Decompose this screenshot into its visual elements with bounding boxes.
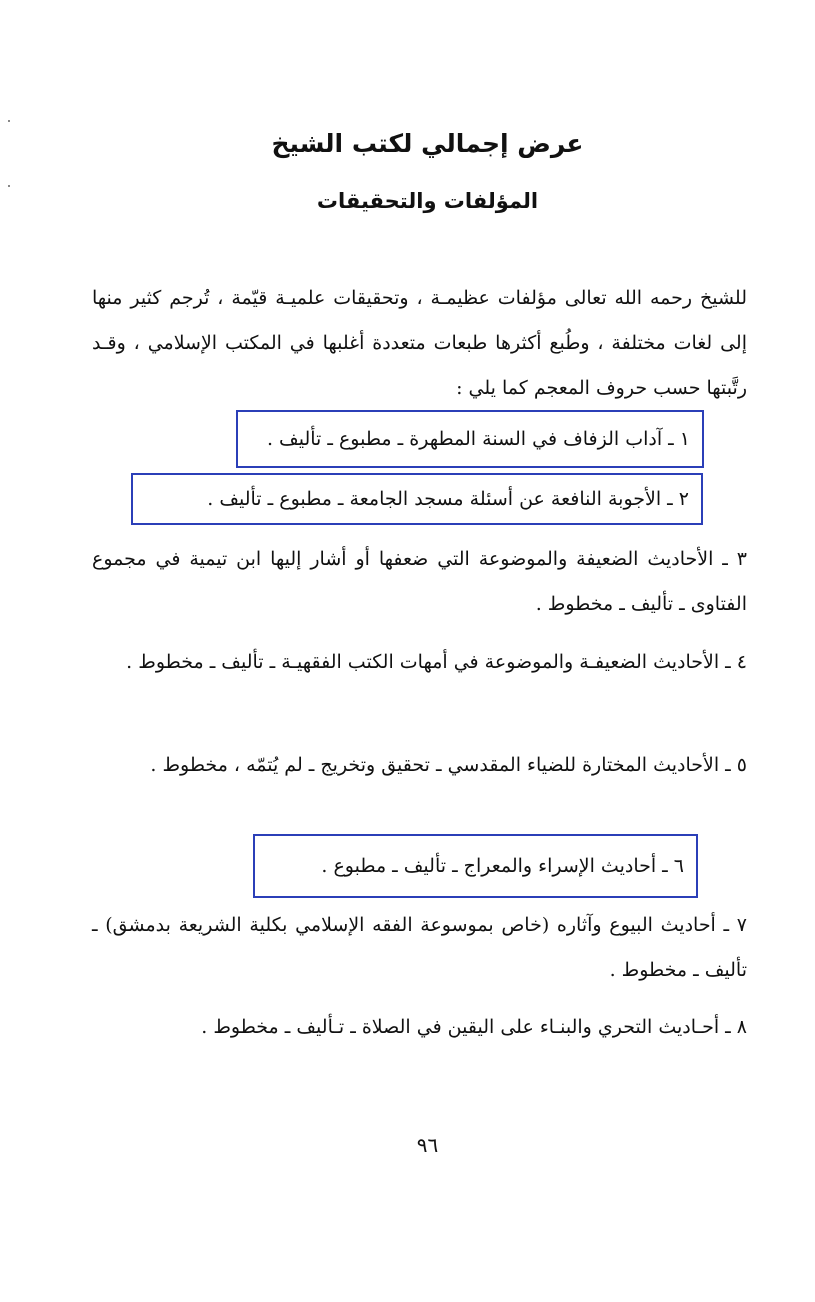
- list-item: ١ ـ آداب الزفاف في السنة المطهرة ـ مطبوع ـ تأليف .: [266, 428, 690, 450]
- list-item: ٤ ـ الأحاديث الضعيفـة والموضوعة في أمهات الكتب الفقهيـة ـ تأليف ـ مخطوط .: [126, 651, 747, 673]
- list-item: ٥ ـ الأحاديث المختارة للضياء المقدسي ـ تحقيق وتخريج ـ لم يُتمّه ، مخطوط .: [150, 754, 747, 776]
- page-title: عرض إجمالي لكتب الشيخ: [271, 129, 584, 158]
- page-number: ٩٦: [416, 1133, 439, 1157]
- highlight-box-item-6: [253, 834, 698, 898]
- intro-paragraph: للشيخ رحمه الله تعالى مؤلفات عظيمـة ، وتحقيقات علميـة قيّمة ، تُرجم كثير منها إلى لغات مختلفة ، وطُبع أكثرها طبعات متعددة أغلبها في المكتب الإسلامي ، وقـد رتَّبتها حسب حروف المعجم كما يلي :: [92, 287, 747, 399]
- highlight-box-item-2: [131, 473, 703, 525]
- list-item: ٨ ـ أحـاديث التحري والبنـاء على اليقين في الصلاة ـ تـأليف ـ مخطوط .: [201, 1016, 747, 1038]
- list-item: ٦ ـ أحاديث الإسراء والمعراج ـ تأليف ـ مطبوع .: [321, 855, 684, 877]
- page-subtitle: المؤلفات والتحقيقات: [316, 189, 539, 213]
- scan-mark: [8, 120, 10, 122]
- list-item: ٣ ـ الأحاديث الضعيفة والموضوعة التي ضعفها أو أشار إليها ابن تيمية في مجموع الفتاوى ـ تأليف ـ مخطوط .: [92, 548, 747, 615]
- highlight-box-item-1: [236, 410, 704, 468]
- list-item: ٢ ـ الأجوبة النافعة عن أسئلة مسجد الجامعة ـ مطبوع ـ تأليف .: [207, 488, 689, 510]
- list-item: ٧ ـ أحاديث البيوع وآثاره (خاص بموسوعة الفقه الإسلامي بكلية الشريعة بدمشق) ـ تأليف ـ مخطوط .: [92, 914, 747, 981]
